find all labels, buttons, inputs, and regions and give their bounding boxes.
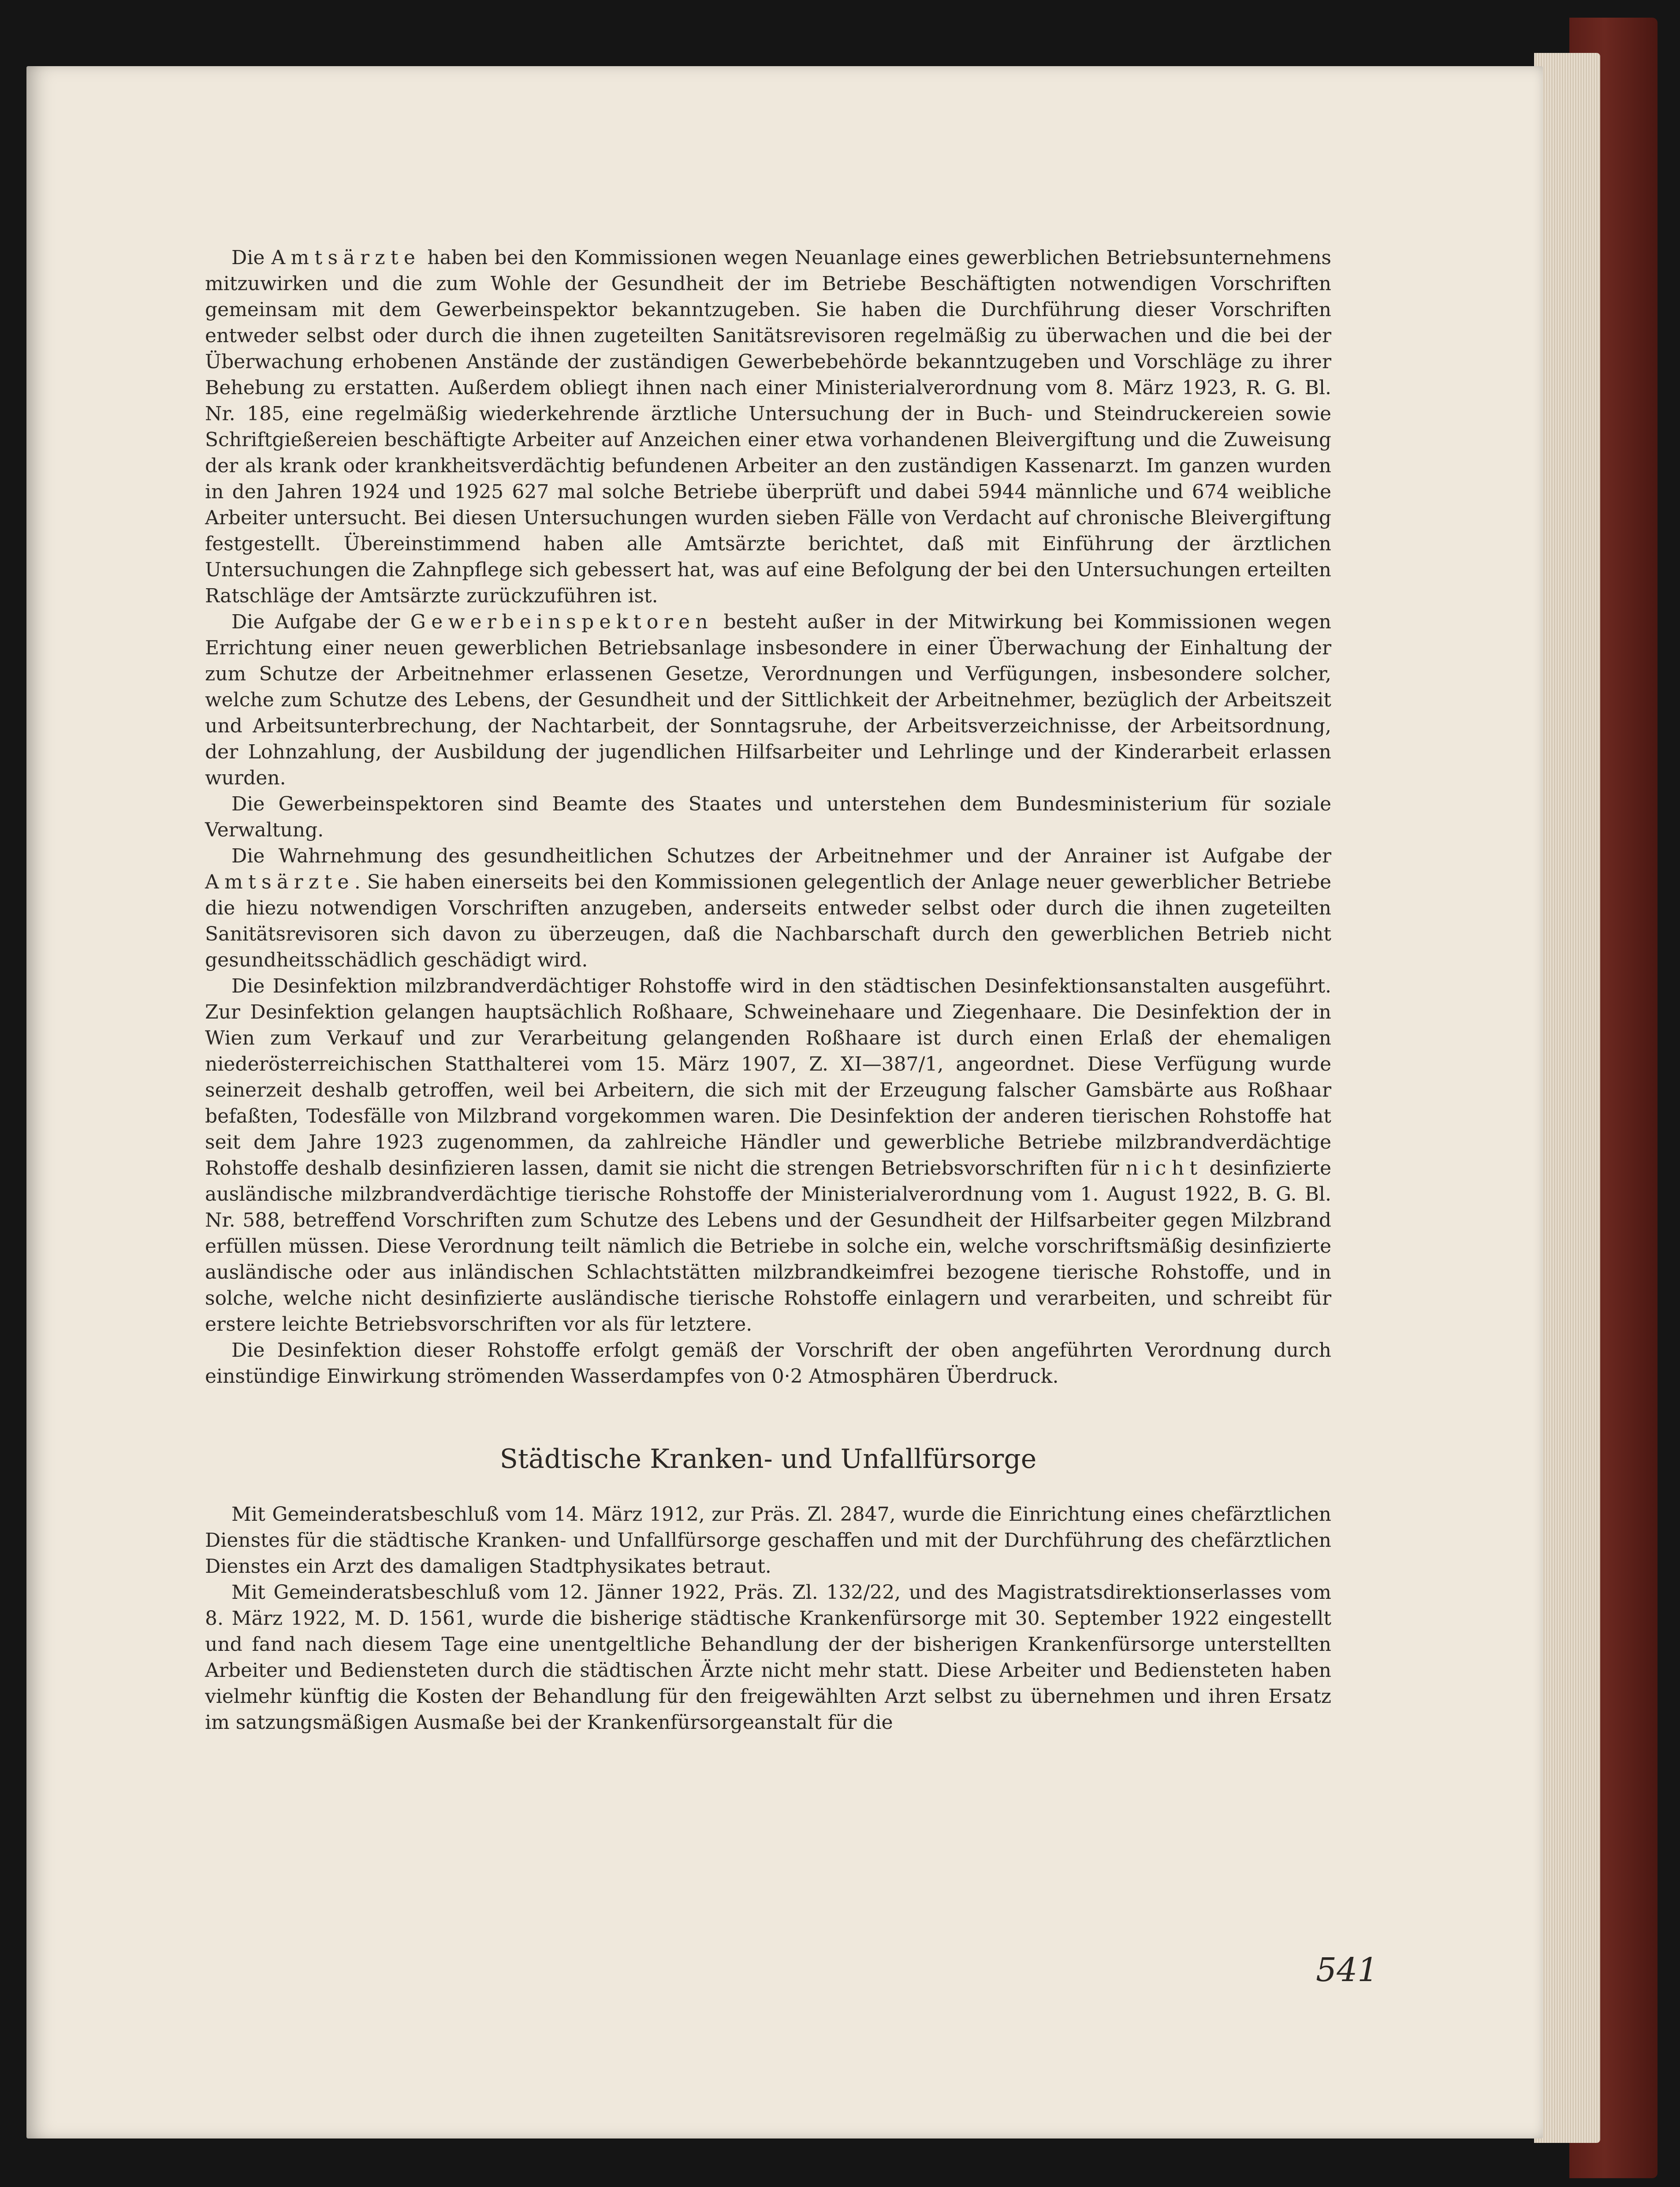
page-number: 541 [1316, 1951, 1378, 1989]
text-run: haben bei den Kommissionen wegen Neuanlage eines gewerblichen Betriebsunternehmens mitzuwirken und die zum Wohle der Gesundheit der im Betriebe Beschäftigten notwendigen Vorschriften gemeinsam mit dem Gewerbeinspektor bekanntzugeben. Sie haben die Durchführung dieser Vorschriften entweder selbst oder durch die ihnen zugeteilten Sanitätsrevisoren regelmäßig zu überwachen und die bei der Überwachung erhobenen Anstände der zuständigen Gewerbebehörde bekanntzugeben und Vorschläge zu ihrer Behebung zu erstatten. Außerdem obliegt ihnen nach einer Ministerialverordnung vom 8. März 1923, R. G. Bl. Nr. 185, eine regelmäßig wiederkehrende ärztliche Untersuchung der in Buch- und Steindruckereien sowie Schriftgießereien beschäftigte Arbeiter auf Anzeichen einer etwa vorhandenen Bleivergiftung und die Zuweisung der als krank oder krankheitsverdächtig befundenen Arbeiter an den zuständigen Kassenarzt. Im ganzen wurden in den Jahren 1924 und 1925 627 mal solche Betriebe überprüft und dabei 5944 männliche und 674 weibliche Arbeiter untersucht. Bei diesen Untersuchungen wurden sieben Fälle von Verdacht auf chronische Bleivergiftung festgestellt. Übereinstimmend haben alle Amtsärzte berichtet, daß mit Einführung der ärztlichen Untersuchungen die Zahnpflege sich gebessert hat, was auf eine Befolgung der bei den Untersuchungen erteilten Ratschläge der Amtsärzte zurückzuführen ist. [205, 246, 1332, 607]
emphasized-term: nicht [1125, 1157, 1203, 1179]
paragraph [205, 1501, 1331, 1579]
text-block [205, 245, 1331, 1735]
text-run: Die Gewerbeinspektoren sind Beamte des Staates und unterstehen dem Bundesministerium für soziale Verwaltung. [205, 793, 1331, 841]
text-run: . Sie haben einerseits bei den Kommissionen gelegentlich der Anlage neuer gewerblicher Betriebe die hiezu notwendigen Vorschriften anzugeben, anderseits entweder selbst oder durch die ihnen zugeteilten Sanitätsrevisoren sich davon zu überzeugen, daß die Nachbarschaft durch den gewerblichen Betrieb nicht gesundheitsschädlich geschädigt wird. [205, 871, 1331, 971]
text-run: Die Wahrnehmung des gesundheitlichen Schutzes der Arbeitnehmer und der Anrainer ist Aufgabe der [231, 845, 1331, 867]
emphasized-term: Gewerbeinspektoren [410, 611, 714, 633]
text-run: Mit Gemeinderatsbeschluß vom 12. Jänner 1922, Präs. Zl. 132/22, und des Magistratsdirektionserlasses vom 8. März 1922, M. D. 1561, wurde die bisherige städtische Krankenfürsorge mit 30. September 1922 eingestellt und fand nach diesem Tage eine unentgeltliche Behandlung der der bisherigen Krankenfürsorge unterstellten Arbeiter und Bediensteten durch die städtischen Ärzte nicht mehr statt. Diese Arbeiter und Bediensteten haben vielmehr künftig die Kosten der Behandlung für den freigewählten Arzt selbst zu übernehmen und ihren Ersatz im satzungsmäßigen Ausmaße bei der Krankenfürsorgeanstalt für die [205, 1581, 1331, 1734]
paragraph [205, 1337, 1331, 1389]
emphasized-term: Amtsärzte [205, 871, 354, 893]
text-run: Die Desinfektion dieser Rohstoffe erfolgt gemäß der Vorschrift der oben angeführten Verordnung durch einstündige Einwirkung strömenden Wasserdampfes von 0·2 Atmosphären Überdruck. [205, 1339, 1331, 1388]
text-run: Die Desinfektion milzbrandverdächtiger Rohstoffe wird in den städtischen Desinfektionsanstalten ausgeführt. Zur Desinfektion gelangen hauptsächlich Roßhaare, Schweinehaare und Ziegenhaare. Die Desinfektion der in Wien zum Verkauf und zur Verarbeitung gelangenden Roßhaare ist durch einen Erlaß der ehemaligen niederösterreichischen Statthalterei vom 15. März 1907, Z. XI—387/1, angeordnet. Diese Verfügung wurde seinerzeit deshalb getroffen, weil bei Arbeitern, die sich mit der Erzeugung falscher Gamsbärte aus Roßhaar befaßten, Todesfälle von Milzbrand vorgekommen waren. Die Desinfektion der anderen tierischen Rohstoffe hat seit dem Jahre 1923 zugenommen, da zahlreiche Händler und gewerbliche Betriebe milzbrandverdächtige Rohstoffe deshalb desinfizieren lassen, damit sie nicht die strengen Betriebsvorschriften für [205, 975, 1331, 1179]
section-heading: Städtische Kranken- und Unfallfürsorge [499, 1444, 1037, 1474]
section-sick-and-accident-care [205, 1501, 1331, 1735]
text-run: desinfizierte ausländische milzbrandverdächtige tierische Rohstoffe der Ministerialverordnung vom 1. August 1922, B. G. Bl. Nr. 588, betreffend Vorschriften zum Schutze des Lebens und der Gesundheit der Hilfsarbeiter gegen Milzbrand erfüllen müssen. Diese Verordnung teilt nämlich die Betriebe in solche ein, welche vorschriftsmäßig desinfizierte ausländische oder aus inländischen Schlachtstätten milzbrandkeimfrei bezogene tierische Rohstoffe, und in solche, welche nicht desinfizierte ausländische tierische Rohstoffe einlagern und verarbeiten, und schreibt für erstere leichte Betriebsvorschriften vor als für letztere. [205, 1157, 1331, 1336]
page-fore-edge [1534, 53, 1600, 2143]
paragraph [205, 843, 1331, 973]
section-occupational-health [205, 245, 1331, 1389]
paragraph [205, 245, 1331, 609]
paragraph [205, 609, 1331, 791]
book-page [26, 66, 1543, 2138]
paragraph [205, 973, 1331, 1337]
paragraph [205, 791, 1331, 843]
text-run: Die Aufgabe der [231, 611, 410, 633]
emphasized-term: Amtsärzte [271, 246, 421, 269]
paragraph [205, 1579, 1331, 1735]
text-run: besteht außer in der Mitwirkung bei Kommissionen wegen Errichtung einer neuen gewerblichen Betriebsanlage insbesondere in einer Überwachung der Einhaltung der zum Schutze der Arbeitnehmer erlassenen Gesetze, Verordnungen und Verfügungen, insbesondere solcher, welche zum Schutze des Lebens, der Gesundheit und der Sittlichkeit der Arbeitnehmer, bezüglich der Arbeitszeit und Arbeitsunterbrechung, der Nachtarbeit, der Sonntagsruhe, der Arbeitsverzeichnisse, der Arbeitsordnung, der Lohnzahlung, der Ausbildung der jugendlichen Hilfsarbeiter und Lehrlinge und der Kinderarbeit erlassen wurden. [205, 611, 1331, 789]
text-run: Mit Gemeinderatsbeschluß vom 14. März 1912, zur Präs. Zl. 2847, wurde die Einrichtung eines chefärztlichen Dienstes für die städtische Kranken- und Unfallfürsorge geschaffen und mit der Durchführung des chefärztlichen Dienstes ein Arzt des damaligen Stadtphysikates betraut. [205, 1503, 1331, 1578]
text-run: Die [231, 246, 272, 269]
